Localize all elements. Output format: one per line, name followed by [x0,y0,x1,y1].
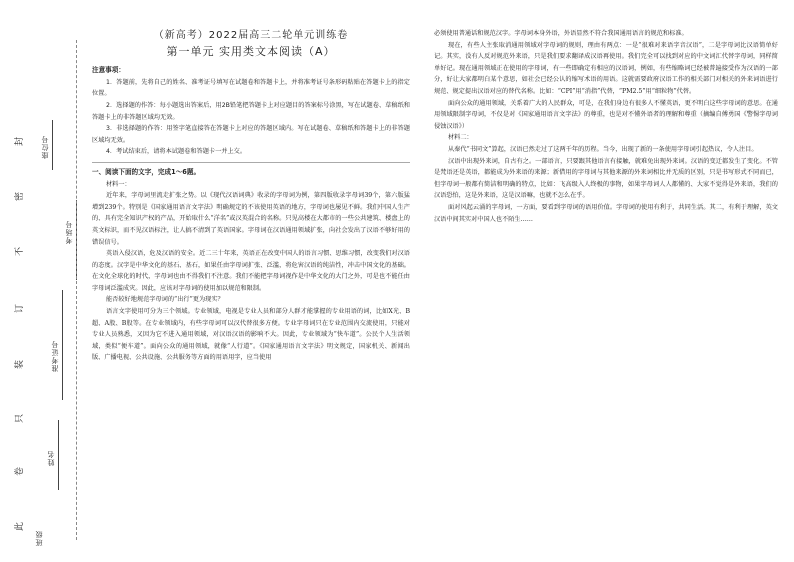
admission-number-line [62,290,63,400]
paragraph: 面向公众的通用领域，关系着广大的人民群众，可是，在我们身边有很多人不懂英语，更不明白这些字母词的意思。在通用领域限制字母词，不仅是对《国家通用语言文字法》的尊重，也是对不懂外语者的理解和尊重（摘编自傅勇国《警惕字母词侵蚀汉语》） [434,99,778,130]
seal-char: 此 [15,521,26,532]
exam-subtitle: 第一单元 实用类文本阅读（A） [166,44,336,58]
section-heading: 一、阅读下面的文字，完成1～6题。 [92,167,201,176]
paragraph: 从秦代“书同文”算起，汉语已然走过了这两千年的历程。当今，出现了新的一条使用字母词引起热议，令人注目。 [448,145,758,153]
exam-room-label: 考场号 [65,220,73,244]
paragraph: 语言文字使用可分为三个领域。专业领域，电视是专业人员和部分人群才能掌握的专业用语的词，比如X光、B超、A股、B股等。在专业领域内，有些字母词可以汉代替很多方便。专业字母词只在专业范围内交流使用，只能对专业人员熟悉，又因为它不进入通用领域，对汉语汉语的影响不大。因此，专业领域为“快车道”。公民个人生活领域，类似“便车道”。面向公众的通用领域，就像“人行道”。《国家通用语言文字法》明文规定，国家机关、新闻出版、广播电视、公共设施、公共服务等方面的用语用字，应当使用 [92,308,410,362]
paragraph: 现在，有些人主张取消通用领域对字母词的规则，理由有两点：一是“很难对来语字音汉语”，二是字母词比汉语简单好记。其实，没有人反对规范外来语，只是我们要求翻译成汉语再使用。我们完全可以找到对应的中文词汇代替字母词，同样简单好记。现在通用领域正在使用的字母词，有一些即确定有相应的汉语词，例如，有些缩略词已经被普遍接受作为汉语的一部分，好让大家都明白某个意思，如社会已经公认的缩写术语的用语。这就需要政府汉语工作的相关部门对相关的外来词语进行规范、规定提出汉语对应的替代名称。比如：“CPI”用“消指”代替，“PM2.5”用“细粒物”代替。 [434,41,778,95]
paragraph: 近年来，字母词里流走扩张之势。以《现代汉语词典》收录的字母词为例，第四版收录字母词39个，第六版猛增到239个。特别是《国家通用语言文字法》明确规定的不该使用英语的地方，字母词也屡见不鲜。我们中国人生产的、具有完全知识产权的产品，开始取什么“洋名”或汉英混合的名称。只见高楼在大都市的一些公共建筑、楼盘上的英文标识，而不见汉语标注，让人搞不清到了英语国家。字母词在汉语通用领域扩张，向社会发出了汉语不够好用的错误信号。 [92,192,410,246]
paragraph: 能否较好地规范字母词的“出行”更为现实？ [106,296,224,304]
name-label: 姓名 [47,450,55,466]
binding-strip [6,40,96,546]
paragraph: 汉语中出现外来词，自古有之。一部语言，只要跟其他语言有接触，就难免出现外来词。汉语的变迁都发生了变化。不管是梵语还是英语，都能成为外来语的来源；新借用的字母词与其他来源的外来词相比并无质的区别，只是书写形式不同而已，但字母词一般都有简洁和明确的特点，比如：飞高级入人终极的事物，如果字母词人人都懂的、大家不觉得是外来语，我们的汉语恐怕，这是外来语，这是汉语嘛，也就不怎么在乎。 [434,157,778,200]
name-line [58,420,59,490]
seal-char: 封 [15,136,26,147]
paragraph: 面对风起云涌的字母词，一方面，要看到字母词的语用价值。字母词的使用有利于，共同生活。其二，有利于理解，英文汉语中间其实对中国人也不陌生…… [434,203,778,223]
seal-char: 只 [15,413,26,424]
seat-number-label: 座位号 [41,135,49,159]
notice-heading: 注意事项： [92,66,125,75]
notice-item: 2．选择题的作答：每小题选出答案后，用2B铅笔把答题卡上对应题目的答案标号涂黑，写在试题卷、草稿纸和答题卡上的非答题区域均无效。 [92,101,410,121]
paragraph: 英语入侵汉语，危及汉语的安全。近二三十年来，英语正在改变中国人的语言习惯、思维习惯，改变我们对汉语的态度。汉字是中华文化的基石、基石，如果任由字母词扩张、泛滥，将危害汉语的纯洁性，冲击中国文化的基础。在文化全球化的时代，字母词也由不得我们不注意。我们不能把字母词视作是中华文化的大门之外，可是也不能任由字母词泛滥成灾。因此，应该对字母词的使用加以规范和限制。 [92,250,410,292]
class-label: 班级 [35,530,43,546]
exam-title: （新高考）2022届高三二轮单元训练卷 [153,30,349,41]
binding-dashed-line [76,40,77,540]
material-label: 材料二： [448,134,473,142]
seal-char: 订 [15,303,26,314]
material-label: 材料一： [106,180,131,188]
left-column [92,30,410,364]
seat-number-line [52,120,53,170]
paragraph: 必须使用普通话和规范汉字。字母词本身外语，外语显然不符合我国通用语言的规范和标准。 [434,30,688,37]
notice-item: 3．非选择题的作答：用签字笔直接答在答题卡上对应的答题区域内。写在试题卷、草稿纸和答题卡上的非答题区域均无效。 [92,125,410,144]
right-column [434,28,778,225]
notice-item: 4．考试结束后，请将本试题卷和答题卡一并上交。 [106,148,247,156]
divider [92,162,410,163]
seal-char: 装 [15,359,26,370]
seal-char: 密 [15,191,26,202]
seal-char: 不 [15,246,26,257]
seal-char: 卷 [15,466,26,477]
admission-number-label: 准考证号 [51,340,59,372]
notice-item: 1．答题前，先将自己的姓名、准考证号填写在试题卷和答题卡上，并将准考证号条形码粘贴在答题卡上的指定位置。 [92,78,410,98]
